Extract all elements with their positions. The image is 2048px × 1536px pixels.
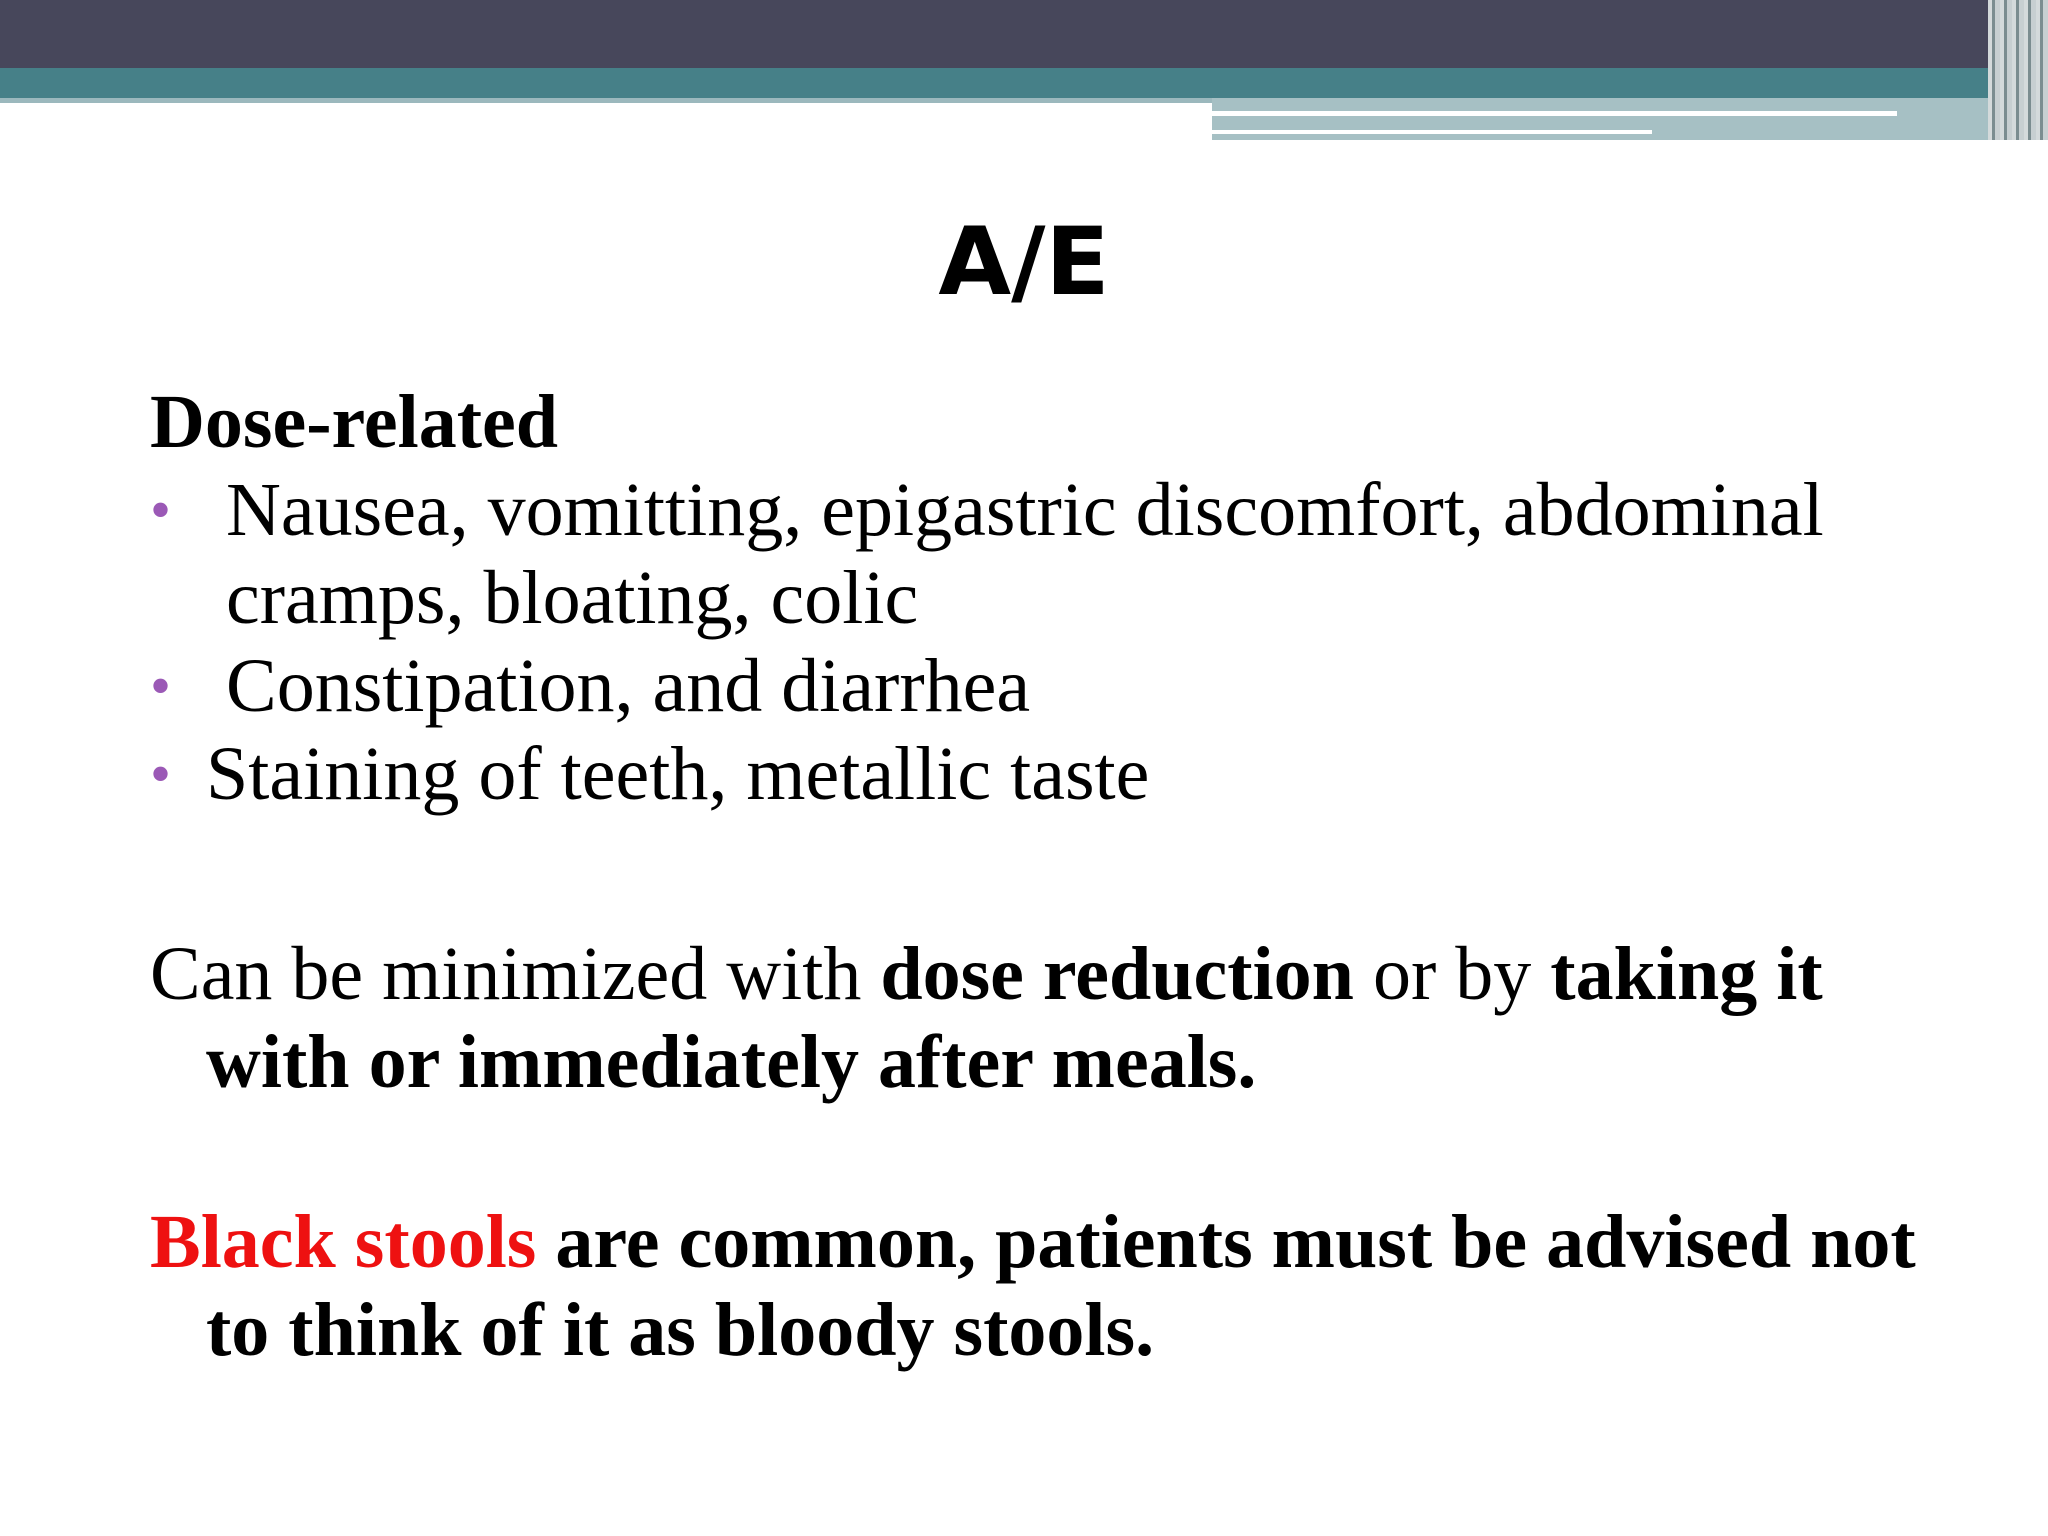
list-item-text: Staining of teeth, metallic taste bbox=[206, 732, 1150, 816]
bullet-list bbox=[150, 466, 1930, 818]
header-stripes bbox=[1988, 0, 2048, 140]
list-item bbox=[150, 642, 1930, 730]
bullet-dot-icon: • bbox=[150, 477, 172, 543]
list-item-text: Constipation, and diarrhea bbox=[226, 644, 1031, 728]
header-accent-line-2 bbox=[1212, 130, 1652, 134]
paragraph-text: or by bbox=[1353, 932, 1551, 1016]
bullet-dot-icon: • bbox=[150, 741, 172, 807]
emphasis-meals: taking it with or immediately after meals. bbox=[206, 932, 1823, 1104]
list-item bbox=[150, 730, 1930, 818]
paragraph-text: are common, patients must be advised not to think of it as bloody stools. bbox=[206, 1200, 1916, 1372]
slide-title: A/E bbox=[938, 208, 1110, 317]
header-band-teal bbox=[0, 68, 2048, 98]
list-item-text: Nausea, vomitting, epigastric discomfort, abdominal cramps, bloating, colic bbox=[226, 468, 1824, 640]
highlight-black-stools: Black stools bbox=[150, 1200, 537, 1284]
section-heading: Dose-related bbox=[150, 380, 559, 464]
header-band-teal-line bbox=[0, 98, 1212, 103]
paragraph-text: Can be minimized with bbox=[150, 932, 881, 1016]
emphasis-dose-reduction: dose reduction bbox=[880, 932, 1354, 1016]
header-band-dark bbox=[0, 0, 2048, 68]
list-item bbox=[150, 466, 1930, 642]
slide-body bbox=[150, 378, 1930, 1374]
black-stools-paragraph bbox=[150, 1198, 1930, 1374]
minimize-paragraph bbox=[150, 930, 1930, 1106]
header-accent-line bbox=[1212, 111, 1897, 116]
bullet-dot-icon: • bbox=[150, 653, 172, 719]
